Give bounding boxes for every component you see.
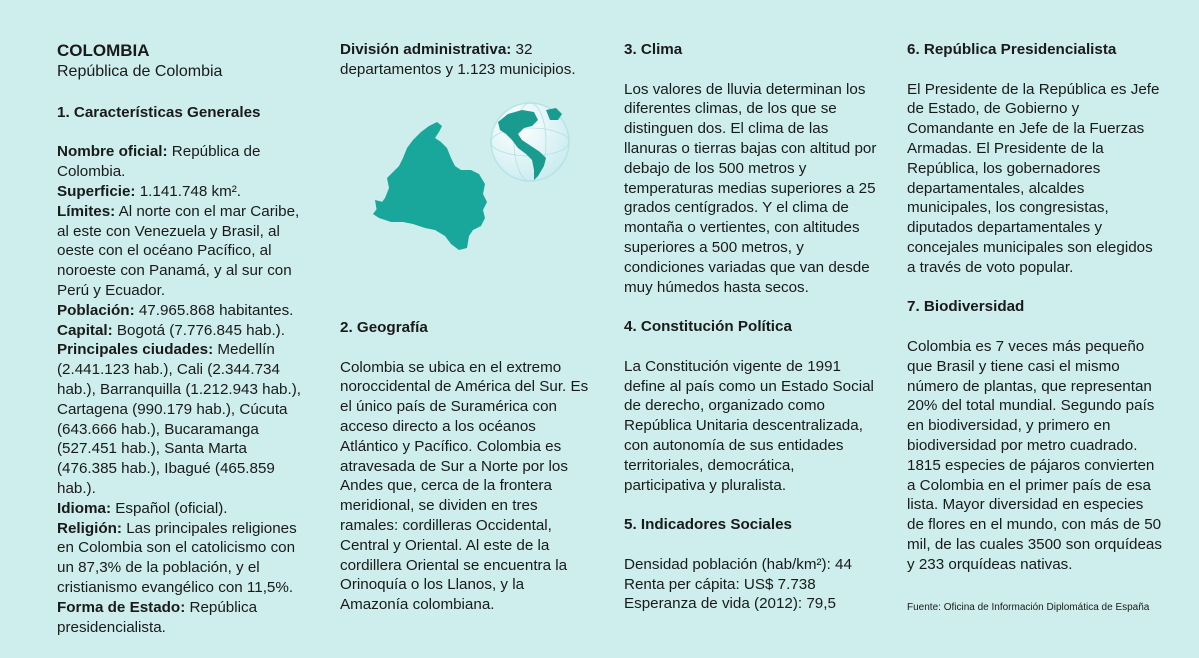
field-label: Superficie: (57, 182, 136, 200)
section-5-heading: 5. Indicadores Sociales (624, 516, 792, 534)
section-3-text: Los valores de lluvia determinan los diferentes climas, de los que se distinguen dos. El clima de las llanuras o tierras bajas con altitud por debajo de los 500 metros y temperaturas medias superiores a 25 grados centígrados. Y el clima de montaña o vertientes, con altitudes superiores a 500 metros, y condiciones variadas que van desde muy húmedos hasta secos. (624, 80, 877, 296)
indicator-item: Renta per cápita: US$ 7.738 (624, 575, 816, 593)
field-label: Límites: (57, 202, 116, 220)
map-illustration (355, 102, 585, 302)
field-language (57, 499, 307, 519)
country-title: COLOMBIA (57, 41, 150, 60)
field-official-name (57, 142, 307, 182)
section-4-heading: 4. Constitución Política (624, 318, 792, 336)
geography-section (340, 318, 590, 615)
field-label: Principales ciudades: (57, 341, 214, 359)
field-value: Bogotá (7.776.845 hab.). (112, 321, 285, 339)
section-3-heading: 3. Clima (624, 41, 683, 58)
field-surface (57, 182, 307, 202)
section-7-heading: 7. Biodiversidad (907, 298, 1025, 316)
indicator-item: Densidad población (hab/km²): 44 (624, 555, 852, 573)
general-characteristics-column (57, 40, 307, 637)
fields-list (57, 142, 307, 637)
field-label: Nombre oficial: (57, 143, 168, 161)
section-6-text: El Presidente de la República es Jefe de Estado, de Gobierno y Comandante en Jefe de la Fuerzas Armadas. El Presidente de la República, los gobernadores departamentales, alcaldes municipales, los congresistas, diputados departamentales y concejales municipales son elegidos a través de voto popular. (907, 80, 1160, 276)
field-main-cities (57, 340, 307, 498)
field-population (57, 301, 307, 321)
field-limits (57, 202, 307, 301)
field-value: Al norte con el mar Caribe, al este con Venezuela y Brasil, al oeste con el océano Pacífico, al noroeste con Panamá, y al sur con Perú y Ecuador. (57, 202, 300, 299)
field-label: Idioma: (57, 499, 112, 517)
section-4-text: La Constitución vigente de 1991 define al país como un Estado Social de derecho, organizado como República Unitaria descentralizada, con autonomía de sus entidades territoriales, democrática, participativa y pluralista. (624, 357, 874, 494)
field-state-form (57, 598, 307, 638)
section-2-text: Colombia se ubica en el extremo noroccidental de América del Sur. Es el único país de Suramérica con acceso directo a los océanos Atlántico y Pacífico. Colombia es atravesada de Sur a Norte por los Andes que, cerca de la frontera meridional, se dividen en tres ramales: cordilleras Occidental, Central y Oriental. Al este de la cordillera Oriental se encuentra la Orinoquía o los Llanos, y la Amazonía colombiana. (340, 358, 589, 614)
field-value: 1.141.748 km². (135, 182, 242, 200)
climate-constitution-column (624, 40, 879, 614)
field-religion (57, 519, 307, 598)
colombia-map-shape (373, 122, 487, 250)
section-7-text: Colombia es 7 veces más pequeño que Brasil y tiene casi el mismo número de plantas, que representan 20% del total mundial. Segundo país en biodiversidad, y primero en biodiversidad por metro cuadrado. 1815 especies de pájaros convierten a Colombia en el primer país de esa lista. Mayor diversidad en especies de flores en el mundo, con más de 50 mil, de las cuales 3500 son orquídeas y 233 orquídeas nativas. (907, 337, 1162, 573)
admin-label: División administrativa: (340, 41, 512, 58)
section-6-heading: 6. República Presidencialista (907, 41, 1117, 58)
field-capital (57, 321, 307, 341)
administrative-division (340, 40, 590, 80)
geography-column (340, 40, 590, 80)
field-value: 47.965.868 habitantes. (134, 301, 294, 319)
globe-icon (488, 100, 572, 184)
field-value: Español (oficial). (111, 499, 228, 517)
presidential-biodiversity-column (907, 40, 1162, 575)
section-1-heading: 1. Características Generales (57, 103, 261, 121)
field-label: Capital: (57, 321, 113, 339)
field-label: Población: (57, 301, 135, 319)
field-value: República de Colombia. (57, 143, 261, 181)
field-value: Las principales religiones en Colombia son el catolicismo con un 87,3% de la población, y el cristianismo evangélico con 11,5%. (57, 519, 297, 596)
field-value: Medellín (2.441.123 hab.), Cali (2.344.734 hab.), Barranquilla (1.212.943 hab.), Cartagena (990.179 hab.), Cúcuta (643.666 hab.), Bucaramanga (527.451 hab.), Santa Marta (476.385 hab.), Ibagué (465.859 hab.). (57, 341, 302, 497)
field-label: Religión: (57, 519, 122, 537)
section-2-heading: 2. Geografía (340, 319, 428, 336)
field-label: Forma de Estado: (57, 598, 186, 616)
indicator-item: Esperanza de vida (2012): 79,5 (624, 595, 836, 613)
admin-value: 32 departamentos y 1.123 municipios. (340, 41, 576, 78)
field-value: República presidencialista. (57, 598, 258, 636)
country-official-subtitle: República de Colombia (57, 63, 223, 80)
source-note: Fuente: Oficina de Información Diplomática de España (907, 602, 1150, 613)
